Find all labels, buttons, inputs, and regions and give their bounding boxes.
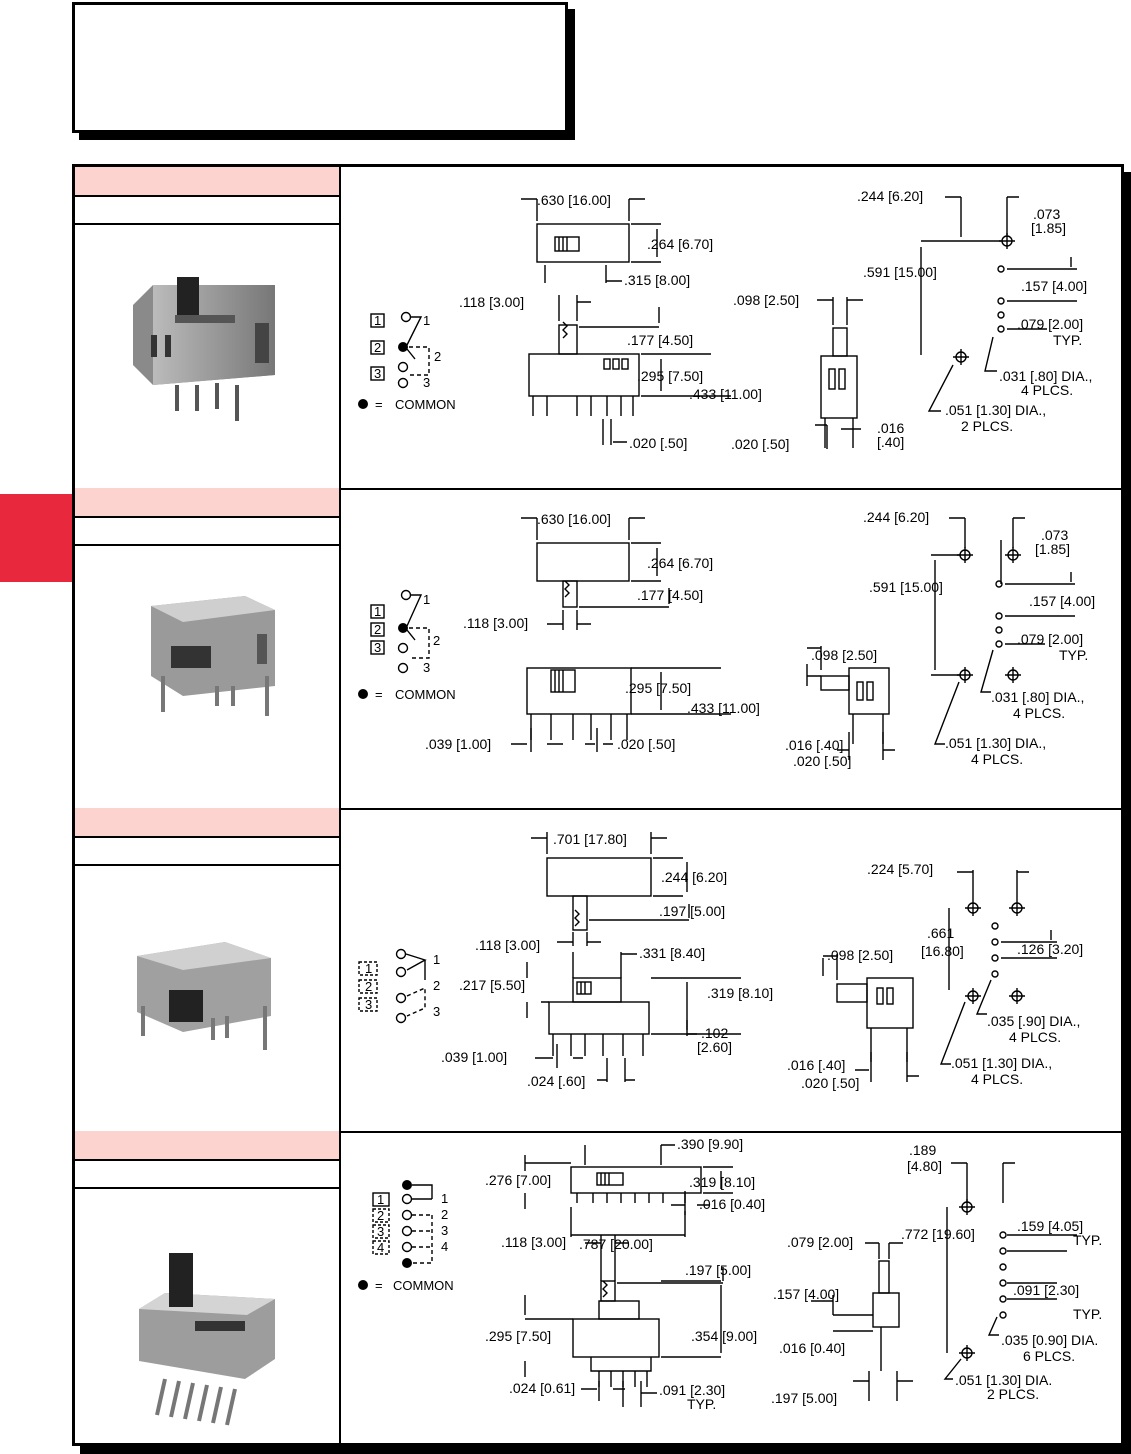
- svg-text:.035 [.90] DIA.,: .035 [.90] DIA.,: [987, 1013, 1081, 1029]
- product-photo-4: [75, 1189, 339, 1454]
- svg-text:2: 2: [441, 1207, 449, 1222]
- svg-text:.224 [5.70]: .224 [5.70]: [867, 861, 934, 877]
- svg-text:[16.80]: [16.80]: [921, 943, 964, 959]
- dimension-drawing-2: [341, 488, 1121, 808]
- svg-text:.020 [.50]: .020 [.50]: [629, 435, 688, 451]
- product-photo-2: [75, 546, 339, 811]
- side-tab: [0, 494, 72, 582]
- schematic-2: [358, 591, 456, 703]
- svg-text:[.40]: [.40]: [877, 434, 905, 450]
- svg-text:2: 2: [434, 349, 442, 364]
- svg-text:.031 [.80] DIA.,: .031 [.80] DIA.,: [999, 368, 1093, 384]
- svg-text:1: 1: [377, 1192, 385, 1207]
- product-header-4: [75, 1131, 339, 1161]
- svg-text:3: 3: [423, 375, 431, 390]
- svg-text:.197 [5.00]: .197 [5.00]: [771, 1390, 838, 1406]
- svg-text:.098 [2.50]: .098 [2.50]: [733, 292, 800, 308]
- svg-text:.295 [7.50]: .295 [7.50]: [485, 1328, 552, 1344]
- svg-text:.098 [2.50]: .098 [2.50]: [811, 647, 878, 663]
- product-info-3: [75, 808, 341, 1131]
- svg-text:.079 [2.00]: .079 [2.00]: [1017, 631, 1084, 647]
- svg-text:.244 [6.20]: .244 [6.20]: [661, 869, 728, 885]
- svg-text:3: 3: [441, 1223, 449, 1238]
- product-info-4: [75, 1131, 341, 1443]
- catalog-frame: [72, 164, 1124, 1446]
- svg-text:.102: .102: [701, 1025, 729, 1041]
- svg-text:.051 [1.30] DIA.,: .051 [1.30] DIA.,: [945, 735, 1047, 751]
- svg-text:.016 [0.40]: .016 [0.40]: [699, 1196, 766, 1212]
- svg-text:.031 [.80] DIA.,: .031 [.80] DIA.,: [991, 689, 1085, 705]
- svg-text:1: 1: [433, 952, 441, 967]
- svg-text:.016 [.40]: .016 [.40]: [787, 1057, 846, 1073]
- svg-text:6 PLCS.: 6 PLCS.: [1023, 1348, 1076, 1364]
- svg-text:.661: .661: [927, 925, 955, 941]
- dimension-drawing-4: [341, 1131, 1121, 1443]
- svg-text:[1.85]: [1.85]: [1035, 541, 1071, 557]
- product-header-3: [75, 808, 339, 838]
- schematic-1: [358, 313, 456, 413]
- svg-text:.157 [4.00]: .157 [4.00]: [773, 1286, 840, 1302]
- svg-text:.390 [9.90]: .390 [9.90]: [677, 1136, 744, 1152]
- svg-text:.157 [4.00]: .157 [4.00]: [1021, 278, 1088, 294]
- product-header-1: [75, 167, 339, 197]
- svg-text:.244 [6.20]: .244 [6.20]: [863, 509, 930, 525]
- svg-text:.701 [17.80]: .701 [17.80]: [553, 831, 627, 847]
- svg-text:.098 [2.50]: .098 [2.50]: [827, 947, 894, 963]
- svg-text:.315 [8.00]: .315 [8.00]: [624, 272, 691, 288]
- svg-text:4 PLCS.: 4 PLCS.: [1013, 705, 1066, 721]
- product-section-4: [75, 1131, 1121, 1443]
- svg-text:3: 3: [433, 1004, 441, 1019]
- svg-text:4: 4: [377, 1240, 385, 1255]
- svg-text:4: 4: [441, 1239, 449, 1254]
- svg-text:.244 [6.20]: .244 [6.20]: [857, 188, 924, 204]
- svg-text:.630 [16.00]: .630 [16.00]: [537, 192, 611, 208]
- svg-text:COMMON: COMMON: [395, 397, 456, 412]
- svg-text:.020 [.50]: .020 [.50]: [731, 436, 790, 452]
- svg-text:.354 [9.00]: .354 [9.00]: [691, 1328, 758, 1344]
- product-section-2: [75, 488, 1121, 810]
- svg-text:=: =: [375, 397, 383, 412]
- product-subheader-1: [75, 197, 339, 225]
- svg-text:.079 [2.00]: .079 [2.00]: [1017, 316, 1084, 332]
- svg-text:=: =: [375, 687, 383, 702]
- svg-text:3: 3: [365, 997, 373, 1012]
- product-photo-1: [75, 225, 339, 490]
- svg-text:.319 [8.10]: .319 [8.10]: [707, 985, 774, 1001]
- svg-text:[2.60]: [2.60]: [697, 1039, 733, 1055]
- svg-text:.197 [5.00]: .197 [5.00]: [659, 903, 726, 919]
- schematic-4: [358, 1180, 454, 1293]
- svg-text:[4.80]: [4.80]: [907, 1158, 943, 1174]
- svg-text:.051 [1.30] DIA.: .051 [1.30] DIA.: [955, 1372, 1053, 1388]
- svg-text:.051 [1.30] DIA.,: .051 [1.30] DIA.,: [945, 402, 1047, 418]
- svg-text:.020 [.50]: .020 [.50]: [617, 736, 676, 752]
- svg-text:.073: .073: [1033, 206, 1061, 222]
- svg-text:.295 [7.50]: .295 [7.50]: [625, 680, 692, 696]
- product-subheader-4: [75, 1161, 339, 1189]
- svg-text:.217 [5.50]: .217 [5.50]: [459, 977, 526, 993]
- svg-text:.159 [4.05]: .159 [4.05]: [1017, 1218, 1084, 1234]
- svg-text:.091 [2.30]: .091 [2.30]: [659, 1382, 726, 1398]
- product-info-2: [75, 488, 341, 808]
- svg-text:.433 [11.00]: .433 [11.00]: [687, 700, 760, 716]
- svg-text:.177 [4.50]: .177 [4.50]: [637, 587, 704, 603]
- svg-text:TYP.: TYP.: [1073, 1306, 1103, 1322]
- svg-text:.024 [.60]: .024 [.60]: [527, 1073, 586, 1089]
- svg-text:.051 [1.30] DIA.,: .051 [1.30] DIA.,: [951, 1055, 1053, 1071]
- svg-text:.295 [7.50]: .295 [7.50]: [637, 368, 704, 384]
- svg-text:.591 [15.00]: .591 [15.00]: [863, 264, 937, 280]
- svg-text:4 PLCS.: 4 PLCS.: [971, 1071, 1024, 1087]
- svg-text:.039 [1.00]: .039 [1.00]: [425, 736, 492, 752]
- svg-text:.118 [3.00]: .118 [3.00]: [459, 294, 525, 310]
- product-subheader-2: [75, 518, 339, 546]
- svg-text:.073: .073: [1041, 527, 1069, 543]
- svg-text:.126 [3.20]: .126 [3.20]: [1017, 941, 1084, 957]
- svg-text:.787 [20.00]: .787 [20.00]: [579, 1236, 653, 1252]
- svg-text:1: 1: [374, 313, 382, 328]
- svg-text:2 PLCS.: 2 PLCS.: [961, 418, 1014, 434]
- svg-text:COMMON: COMMON: [395, 687, 456, 702]
- svg-text:COMMON: COMMON: [393, 1278, 454, 1293]
- svg-text:4 PLCS.: 4 PLCS.: [1021, 382, 1074, 398]
- svg-text:2: 2: [433, 978, 441, 993]
- svg-text:1: 1: [365, 961, 373, 976]
- product-subheader-3: [75, 838, 339, 866]
- svg-text:2: 2: [374, 340, 382, 355]
- svg-text:4 PLCS.: 4 PLCS.: [1009, 1029, 1062, 1045]
- product-header-2: [75, 488, 339, 518]
- svg-text:.264 [6.70]: .264 [6.70]: [647, 236, 714, 252]
- svg-text:2 PLCS.: 2 PLCS.: [987, 1386, 1040, 1402]
- svg-text:.197 [5.00]: .197 [5.00]: [685, 1262, 752, 1278]
- svg-text:3: 3: [423, 660, 431, 675]
- svg-text:1: 1: [423, 313, 431, 328]
- svg-text:.079 [2.00]: .079 [2.00]: [787, 1234, 854, 1250]
- svg-text:3: 3: [374, 640, 382, 655]
- svg-text:.016 [.40]: .016 [.40]: [785, 737, 844, 753]
- svg-text:.035 [0.90] DIA.: .035 [0.90] DIA.: [1001, 1332, 1099, 1348]
- svg-text:.331 [8.40]: .331 [8.40]: [639, 945, 706, 961]
- svg-text:1: 1: [441, 1191, 449, 1206]
- product-info-1: [75, 167, 341, 488]
- svg-text:TYP.: TYP.: [1073, 1232, 1103, 1248]
- svg-text:2: 2: [433, 633, 441, 648]
- svg-text:3: 3: [377, 1224, 385, 1239]
- svg-text:.189: .189: [909, 1142, 937, 1158]
- svg-text:.630 [16.00]: .630 [16.00]: [537, 511, 611, 527]
- svg-text:.772 [19.60]: .772 [19.60]: [901, 1226, 975, 1242]
- svg-text:TYP.: TYP.: [1059, 647, 1089, 663]
- svg-text:2: 2: [377, 1208, 385, 1223]
- svg-text:.016 [0.40]: .016 [0.40]: [779, 1340, 846, 1356]
- svg-text:3: 3: [374, 366, 382, 381]
- svg-text:.118 [3.00]: .118 [3.00]: [501, 1234, 567, 1250]
- svg-text:[1.85]: [1.85]: [1031, 220, 1067, 236]
- svg-text:4 PLCS.: 4 PLCS.: [971, 751, 1024, 767]
- svg-text:.118 [3.00]: .118 [3.00]: [463, 615, 529, 631]
- svg-text:=: =: [375, 1278, 383, 1293]
- svg-text:.024 [0.61]: .024 [0.61]: [509, 1380, 576, 1396]
- svg-text:1: 1: [423, 592, 431, 607]
- svg-text:.157 [4.00]: .157 [4.00]: [1029, 593, 1096, 609]
- svg-text:.020 [.50]: .020 [.50]: [801, 1075, 860, 1091]
- svg-text:.118 [3.00]: .118 [3.00]: [475, 937, 541, 953]
- svg-text:.433 [11.00]: .433 [11.00]: [689, 386, 762, 402]
- svg-text:TYP.: TYP.: [687, 1396, 717, 1412]
- title-box: [72, 2, 568, 133]
- svg-text:1: 1: [374, 604, 382, 619]
- svg-text:.591 [15.00]: .591 [15.00]: [869, 579, 943, 595]
- schematic-3: [359, 950, 440, 1023]
- svg-text:2: 2: [365, 979, 373, 994]
- svg-text:.177 [4.50]: .177 [4.50]: [627, 332, 694, 348]
- svg-text:.091 [2.30]: .091 [2.30]: [1013, 1282, 1080, 1298]
- svg-text:TYP.: TYP.: [1053, 332, 1083, 348]
- dimension-drawing-3: [341, 808, 1121, 1131]
- svg-text:.264 [6.70]: .264 [6.70]: [647, 555, 714, 571]
- product-section-3: [75, 808, 1121, 1133]
- svg-text:.020 [.50]: .020 [.50]: [793, 753, 852, 769]
- dimension-drawing-1: [341, 167, 1121, 488]
- product-photo-3: [75, 866, 339, 1131]
- svg-text:.276 [7.00]: .276 [7.00]: [485, 1172, 552, 1188]
- svg-text:.319 [8.10]: .319 [8.10]: [689, 1174, 756, 1190]
- svg-text:2: 2: [374, 622, 382, 637]
- svg-text:.016: .016: [877, 420, 905, 436]
- svg-text:.039 [1.00]: .039 [1.00]: [441, 1049, 508, 1065]
- product-section-1: [75, 167, 1121, 490]
